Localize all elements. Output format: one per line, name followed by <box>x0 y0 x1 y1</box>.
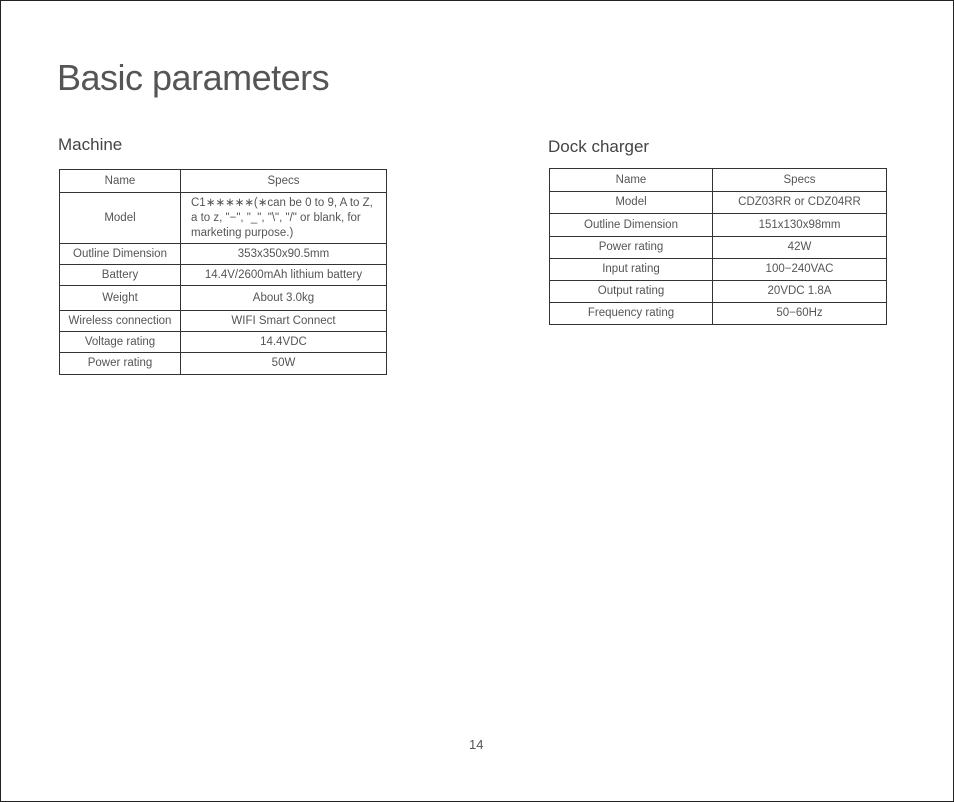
row-spec: 14.4V/2600mAh lithium battery <box>181 265 387 286</box>
row-spec: 50−60Hz <box>713 303 887 325</box>
row-spec: 42W <box>713 237 887 259</box>
row-spec: 100−240VAC <box>713 259 887 281</box>
table-row <box>60 244 387 265</box>
table-row <box>60 265 387 286</box>
table-row <box>60 193 387 244</box>
row-name: Model <box>60 193 181 244</box>
table-row <box>60 311 387 332</box>
dock-specs-table <box>549 168 887 325</box>
row-name: Outline Dimension <box>550 214 713 237</box>
table-header-row <box>550 169 887 192</box>
table-row <box>550 281 887 303</box>
page-number: 14 <box>469 737 484 752</box>
row-spec: CDZ03RR or CDZ04RR <box>713 192 887 214</box>
machine-heading: Machine <box>58 135 123 154</box>
row-name: Weight <box>60 286 181 311</box>
row-spec: 151x130x98mm <box>713 214 887 237</box>
row-name: Battery <box>60 265 181 286</box>
row-name: Voltage rating <box>60 332 181 353</box>
table-row <box>60 332 387 353</box>
row-spec: 14.4VDC <box>181 332 387 353</box>
row-spec: 20VDC 1.8A <box>713 281 887 303</box>
machine-specs-table <box>59 169 387 375</box>
row-spec: WIFI Smart Connect <box>181 311 387 332</box>
table-row <box>60 353 387 375</box>
table-row <box>550 303 887 325</box>
row-spec: 50W <box>181 353 387 375</box>
row-name: Output rating <box>550 281 713 303</box>
row-name: Input rating <box>550 259 713 281</box>
table-row <box>550 214 887 237</box>
header-name: Name <box>550 169 713 192</box>
table-row <box>550 192 887 214</box>
row-name: Wireless connection <box>60 311 181 332</box>
row-name: Frequency rating <box>550 303 713 325</box>
dock-heading: Dock charger <box>548 137 650 156</box>
header-name: Name <box>60 170 181 193</box>
row-name: Outline Dimension <box>60 244 181 265</box>
row-spec: About 3.0kg <box>181 286 387 311</box>
table-row <box>550 259 887 281</box>
row-spec: C1∗∗∗∗∗(∗can be 0 to 9, A to Z, a to z, "−", "_", "\", "/" or blank, for marketing purpose.) <box>181 193 387 244</box>
table-row <box>60 286 387 311</box>
row-name: Model <box>550 192 713 214</box>
header-specs: Specs <box>713 169 887 192</box>
row-name: Power rating <box>60 353 181 375</box>
header-specs: Specs <box>181 170 387 193</box>
page-title: Basic parameters <box>57 57 330 98</box>
table-header-row <box>60 170 387 193</box>
row-name: Power rating <box>550 237 713 259</box>
row-spec: 353x350x90.5mm <box>181 244 387 265</box>
table-row <box>550 237 887 259</box>
